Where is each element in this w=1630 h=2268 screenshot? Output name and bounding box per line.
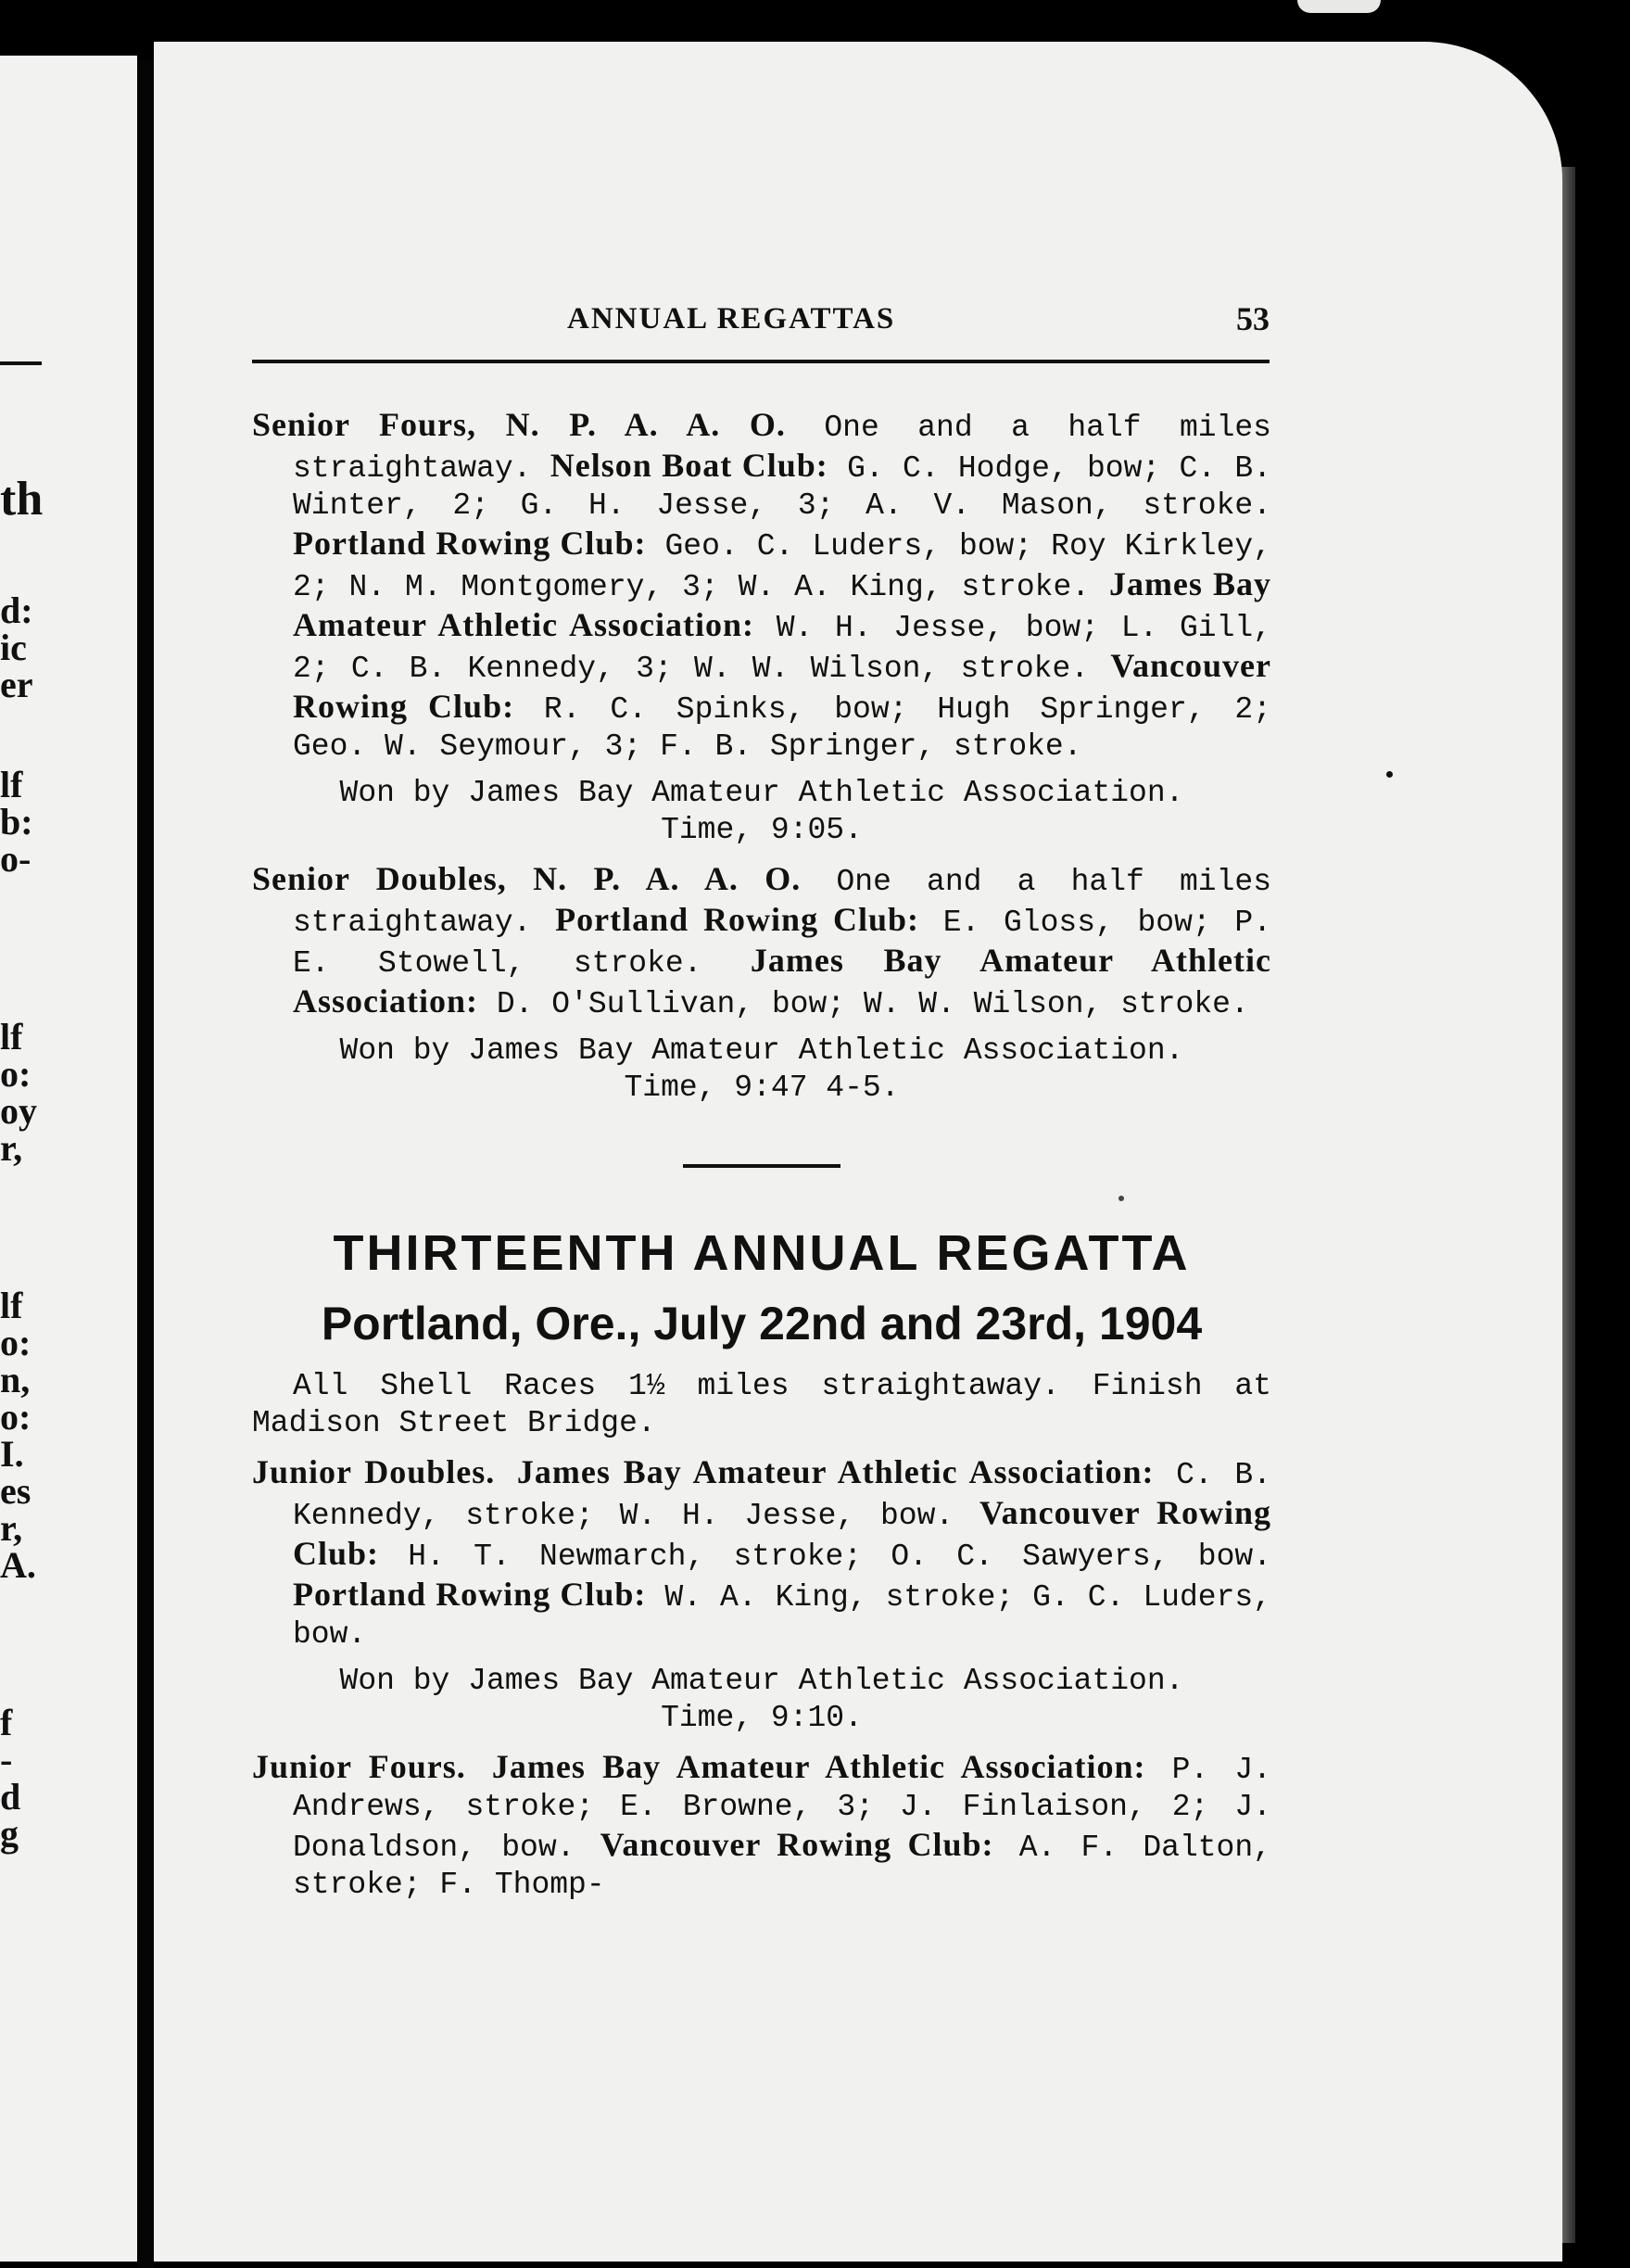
section-intro: All Shell Races 1½ miles straightaway. Finish at Madison Street Bridge. [252, 1369, 1271, 1440]
book-spine [137, 60, 154, 2268]
left-fragment: o- [0, 838, 32, 880]
section-title: THIRTEENTH ANNUAL REGATTA [333, 1225, 1191, 1281]
club-name: Portland Rowing Club: [293, 1576, 647, 1613]
left-fragment: r, [0, 1507, 23, 1549]
race-title: Junior Doubles. [252, 1453, 496, 1490]
left-fragment: - [0, 1739, 13, 1780]
left-fragment: f [0, 1702, 13, 1743]
crew-members: P. J. Andrews, stroke; E. Browne, 3; J. Finlaison, 2; J. Donaldson, bow. [293, 1753, 1271, 1865]
crew-members: E. Gloss, bow; P. E. Stowell, stroke. [293, 906, 1272, 981]
section-subtitle: Portland, Ore., July 22nd and 23rd, 1904 [321, 1298, 1203, 1349]
left-fragment: b: [0, 801, 33, 843]
race-entry [252, 1453, 1271, 1653]
left-page-edge [0, 56, 137, 2262]
left-fragment: o: [0, 1396, 32, 1438]
speck [1386, 771, 1393, 778]
club-name: Nelson Boat Club: [550, 447, 828, 484]
race-description: One and a half miles straightaway. [293, 865, 1271, 940]
left-page-fragments [0, 56, 137, 2262]
top-edge-mark [1297, 0, 1381, 13]
crew-members: W. H. Jesse, bow; L. Gill, 2; C. B. Kennedy, 3; W. W. Wilson, stroke. [293, 611, 1271, 686]
left-fragment: lf [0, 1016, 23, 1058]
left-fragment: r, [0, 1127, 23, 1169]
race-description: One and a half miles straightaway. [293, 411, 1271, 486]
left-fragment: lf [0, 764, 23, 805]
page-number: 53 [1236, 300, 1270, 337]
club-name: Vancouver Rowing Club: [600, 1826, 994, 1863]
club-name: Portland Rowing Club: [293, 525, 647, 562]
page-content [252, 406, 1271, 1904]
crew-members: C. B. Kennedy, stroke; W. H. Jesse, bow. [293, 1458, 1271, 1533]
left-fragment: o: [0, 1322, 32, 1363]
left-fragment: n, [0, 1359, 31, 1400]
race-entry [252, 860, 1271, 1023]
club-name: James Bay Amateur Athletic Association: [293, 565, 1271, 643]
crew-members: D. O'Sullivan, bow; W. W. Wilson, stroke. [496, 987, 1249, 1021]
club-name: James Bay Amateur Athletic Association: [491, 1748, 1146, 1785]
club-name: Vancouver Rowing Club: [293, 1494, 1271, 1572]
crew-members: G. C. Hodge, bow; C. B. Winter, 2; G. H. Jesse, 3; A. V. Mason, stroke. [293, 451, 1271, 523]
club-name: James Bay Amateur Athletic Association: [516, 1453, 1155, 1490]
crew-members: Geo. C. Luders, bow; Roy Kirkley, 2; N. M. Montgomery, 3; W. A. King, stroke. [293, 529, 1271, 604]
club-name: James Bay Amateur Athletic Association: [293, 942, 1272, 1020]
crew-members: H. T. Newmarch, stroke; O. C. Sawyers, bow. [408, 1539, 1271, 1574]
race-result: Won by James Bay Amateur Athletic Association. Time, 9:05. [339, 776, 1184, 847]
page-header [252, 302, 1270, 363]
left-fragment: th [0, 473, 44, 526]
race-title: Senior Doubles, N. P. A. A. O. [252, 860, 802, 897]
crew-members: W. A. King, stroke; G. C. Luders, bow. [293, 1580, 1271, 1652]
left-fragment: g [0, 1813, 19, 1855]
left-fragment: er [0, 664, 33, 705]
left-fragment: A. [0, 1544, 36, 1586]
left-fragment: o: [0, 1053, 32, 1095]
left-fragment: oy [0, 1090, 37, 1132]
left-fragment: d [0, 1776, 21, 1818]
left-fragment: ic [0, 627, 27, 668]
club-name: Portland Rowing Club: [555, 901, 919, 938]
left-fragment: lf [0, 1285, 23, 1326]
race-result: Won by James Bay Amateur Athletic Association. Time, 9:10. [339, 1664, 1184, 1735]
running-head: ANNUAL REGATTAS [567, 302, 896, 336]
left-fragment: d: [0, 589, 33, 631]
left-fragment: es [0, 1470, 32, 1512]
race-entry [252, 1748, 1271, 1904]
race-result: Won by James Bay Amateur Athletic Association. Time, 9:47 4-5. [339, 1033, 1184, 1105]
left-fragment: I. [0, 1433, 24, 1475]
crew-members: A. F. Dalton, stroke; F. Thomp- [293, 1831, 1271, 1902]
race-entry [252, 406, 1271, 766]
race-title: Junior Fours. [252, 1748, 466, 1785]
club-name: Vancouver Rowing Club: [293, 647, 1271, 725]
section-divider [683, 1164, 840, 1168]
crew-members: R. C. Spinks, bow; Hugh Springer, 2; Geo. W. Seymour, 3; F. B. Springer, stroke. [293, 692, 1271, 764]
race-title: Senior Fours, N. P. A. A. O. [252, 406, 786, 443]
